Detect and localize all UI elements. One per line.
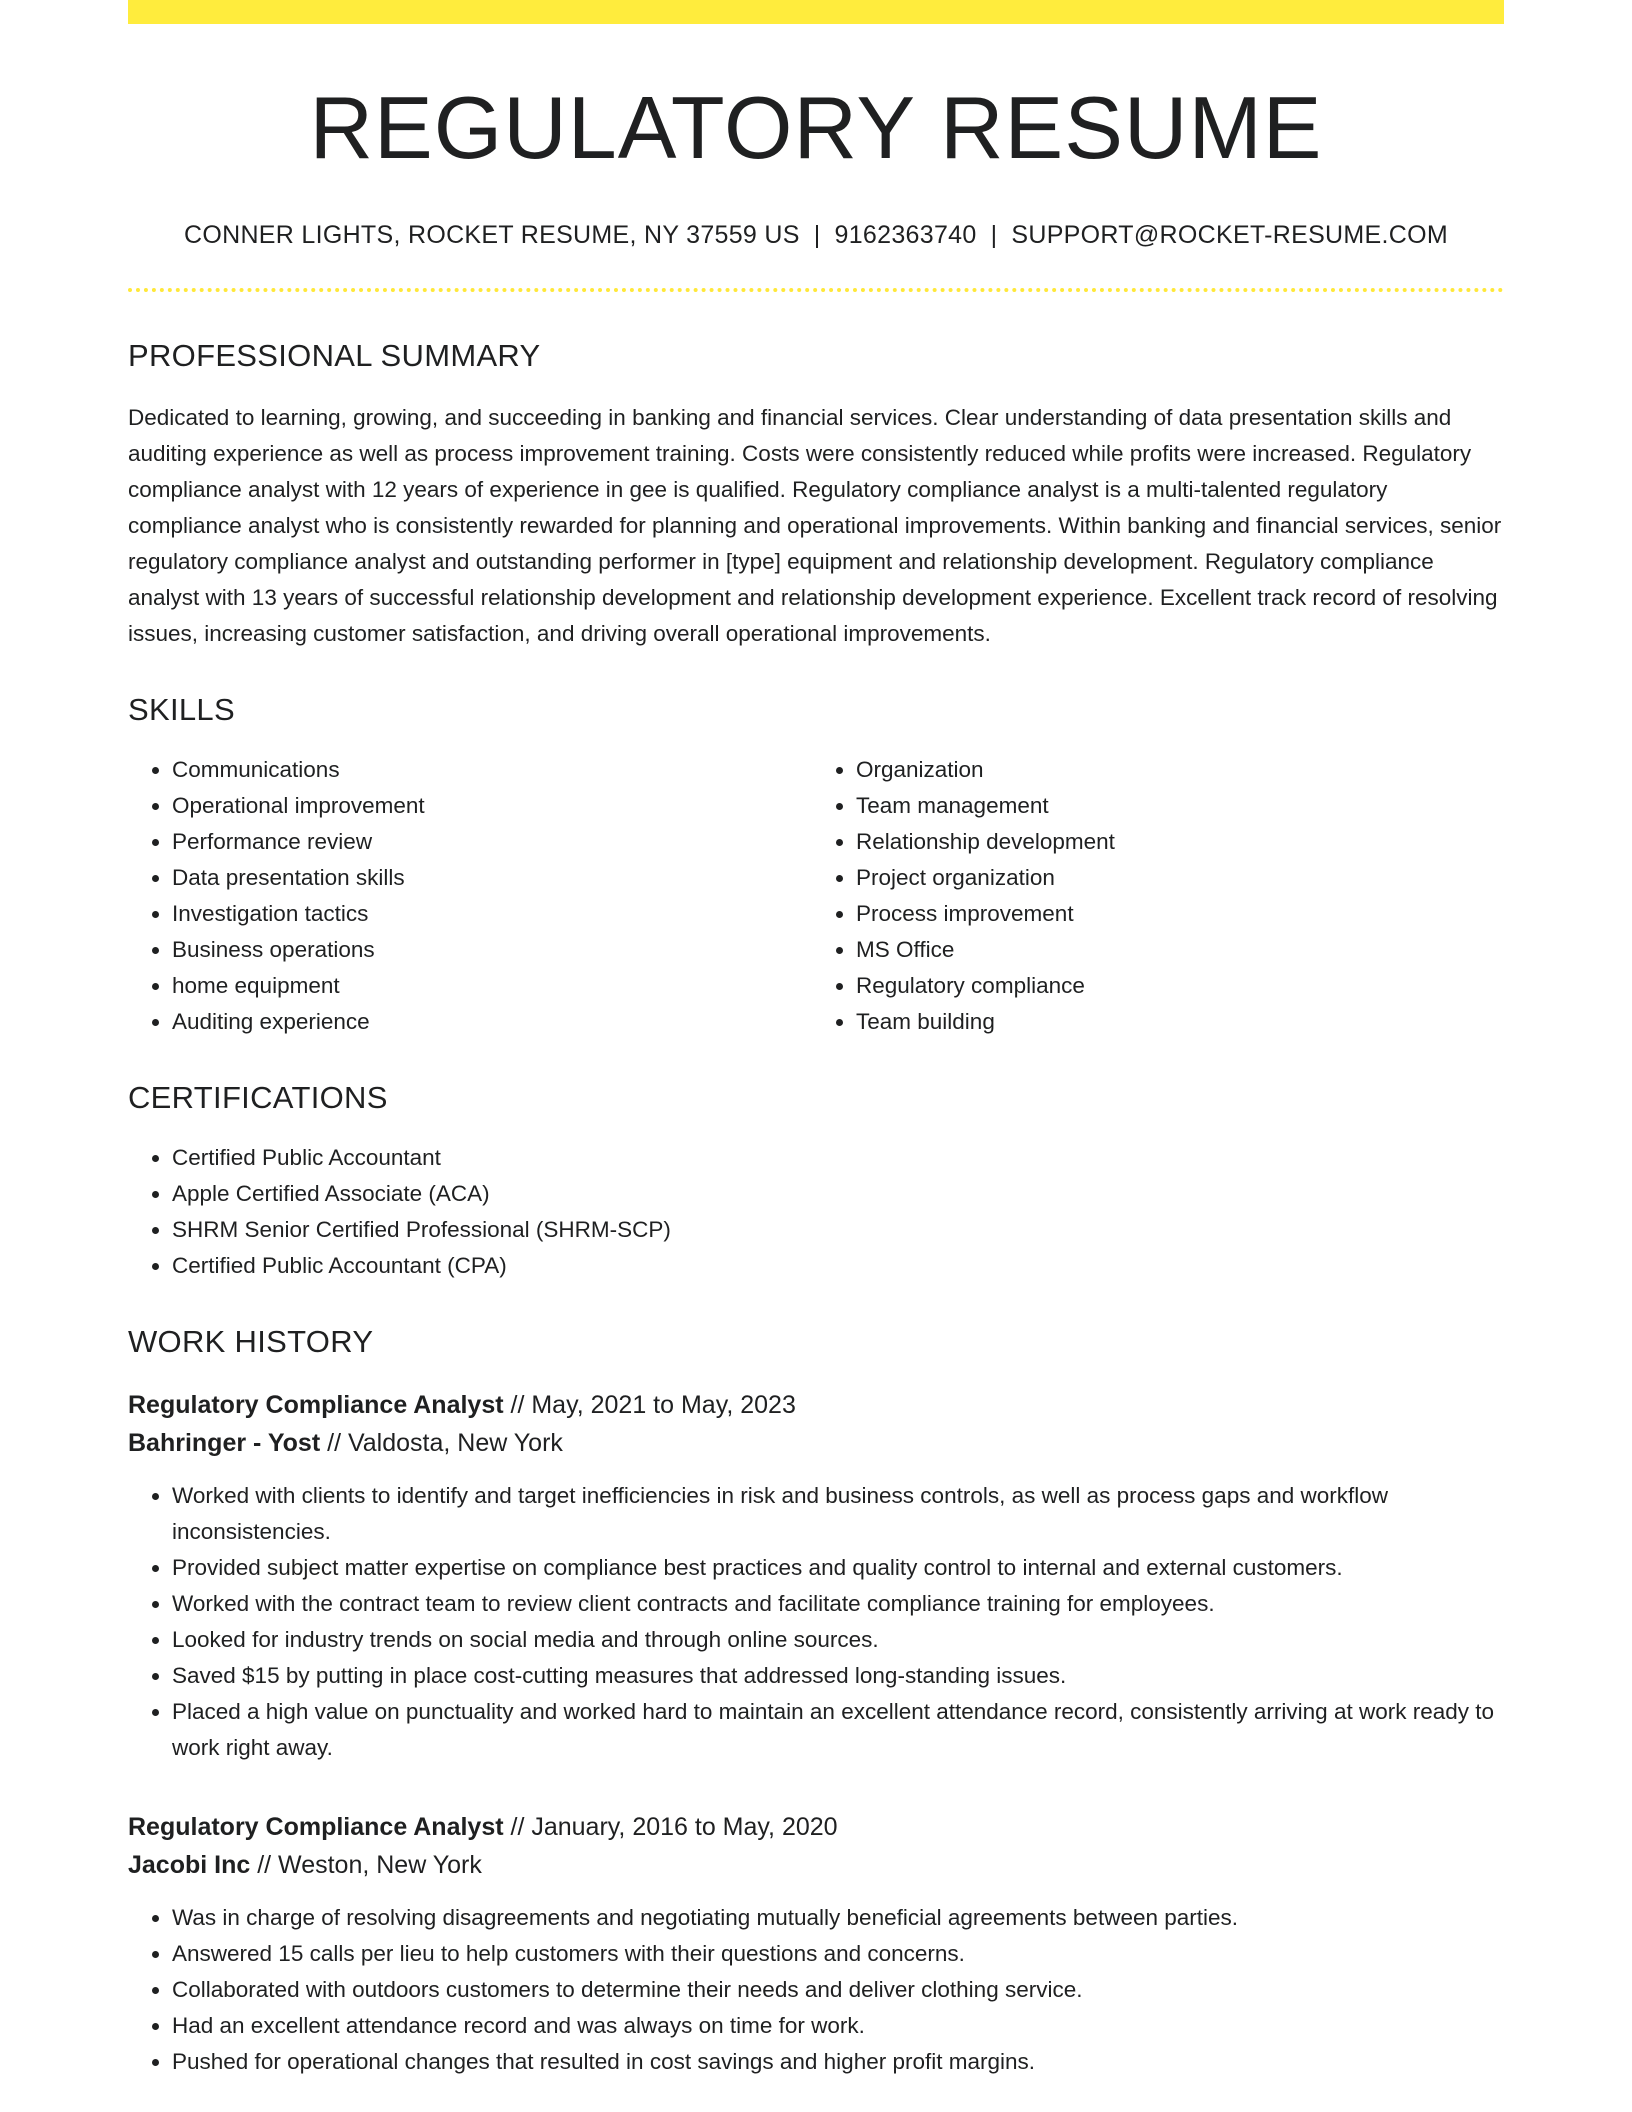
job-bullet: • Worked with clients to identify and target inefficiencies in risk and business controls, as well as process gaps and workflow inconsistencies. bbox=[172, 1478, 1504, 1550]
certification-item: • Apple Certified Associate (ACA) bbox=[172, 1176, 1504, 1212]
job-company-line bbox=[128, 1424, 1504, 1462]
job-bullet: • Placed a high value on punctuality and worked hard to maintain an excellent attendance record, consistently arriving at work ready to work right away. bbox=[172, 1694, 1504, 1766]
contact-separator: | bbox=[990, 220, 998, 249]
job-entry bbox=[128, 1386, 1504, 1766]
certification-item: • Certified Public Accountant bbox=[172, 1140, 1504, 1176]
skill-item: • Performance review bbox=[172, 824, 806, 860]
skills-heading: SKILLS bbox=[128, 691, 235, 727]
skill-item: • Business operations bbox=[172, 932, 806, 968]
certification-item: • SHRM Senior Certified Professional (SHRM-SCP) bbox=[172, 1212, 1504, 1248]
job-role: Regulatory Compliance Analyst bbox=[128, 1812, 504, 1841]
skill-item: • Team building bbox=[856, 1004, 1490, 1040]
dotted-divider bbox=[128, 288, 1504, 292]
job-bullets bbox=[128, 1900, 1504, 2080]
certifications-heading: CERTIFICATIONS bbox=[128, 1079, 388, 1115]
job-company: Jacobi Inc bbox=[128, 1850, 251, 1879]
skill-item: • Process improvement bbox=[856, 896, 1490, 932]
skill-item: • Data presentation skills bbox=[172, 860, 806, 896]
skills-column-left bbox=[128, 752, 806, 1040]
summary-heading: PROFESSIONAL SUMMARY bbox=[128, 337, 541, 373]
job-bullet: • Pushed for operational changes that resulted in cost savings and higher profit margins. bbox=[172, 2044, 1504, 2080]
job-bullet: • Was in charge of resolving disagreements and negotiating mutually beneficial agreements between parties. bbox=[172, 1900, 1504, 1936]
job-company: Bahringer - Yost bbox=[128, 1428, 321, 1457]
skill-item: • home equipment bbox=[172, 968, 806, 1004]
contact-line bbox=[128, 221, 1504, 250]
resume-name: REGULATORY RESUME bbox=[309, 78, 1323, 177]
job-location: // Weston, New York bbox=[250, 1850, 482, 1879]
skill-item: • Regulatory compliance bbox=[856, 968, 1490, 1004]
skill-item: • Team management bbox=[856, 788, 1490, 824]
job-company-line bbox=[128, 1846, 1504, 1884]
resume-page bbox=[128, 0, 1504, 2080]
skill-item: • Project organization bbox=[856, 860, 1490, 896]
job-entry bbox=[128, 1808, 1504, 2080]
contact-address: CONNER LIGHTS, ROCKET RESUME, NY 37559 US bbox=[184, 220, 800, 249]
contact-phone: 9162363740 bbox=[834, 220, 977, 249]
job-title-line bbox=[128, 1386, 1504, 1424]
job-bullet: • Had an excellent attendance record and was always on time for work. bbox=[172, 2008, 1504, 2044]
accent-bar bbox=[128, 0, 1504, 24]
skill-item: • Organization bbox=[856, 752, 1490, 788]
skills-list bbox=[128, 752, 1504, 1040]
job-bullet: • Collaborated with outdoors customers to determine their needs and deliver clothing service. bbox=[172, 1972, 1504, 2008]
skill-item: • Communications bbox=[172, 752, 806, 788]
skill-item: • MS Office bbox=[856, 932, 1490, 968]
contact-email: SUPPORT@ROCKET-RESUME.COM bbox=[1011, 220, 1448, 249]
job-bullet: • Looked for industry trends on social media and through online sources. bbox=[172, 1622, 1504, 1658]
job-dates: // May, 2021 to May, 2023 bbox=[503, 1390, 796, 1419]
job-bullet: • Provided subject matter expertise on compliance best practices and quality control to internal and external customers. bbox=[172, 1550, 1504, 1586]
job-bullet: • Worked with the contract team to review client contracts and facilitate compliance training for employees. bbox=[172, 1586, 1504, 1622]
skill-item: • Operational improvement bbox=[172, 788, 806, 824]
job-bullet: • Answered 15 calls per lieu to help customers with their questions and concerns. bbox=[172, 1936, 1504, 1972]
job-dates: // January, 2016 to May, 2020 bbox=[503, 1812, 838, 1841]
contact-separator: | bbox=[813, 220, 821, 249]
work-history-heading: WORK HISTORY bbox=[128, 1323, 374, 1359]
job-role: Regulatory Compliance Analyst bbox=[128, 1390, 504, 1419]
certifications-list bbox=[128, 1140, 1504, 1284]
job-location: // Valdosta, New York bbox=[320, 1428, 563, 1457]
skill-item: • Auditing experience bbox=[172, 1004, 806, 1040]
job-title-line bbox=[128, 1808, 1504, 1846]
summary-text: Dedicated to learning, growing, and succeeding in banking and financial services. Clear understanding of data presentation skills and auditing experience as well as process improvement training. Costs were consistently reduced while profits were increased. Regulatory compliance analyst with 12 years of experience in gee is qualified. Regulatory compliance analyst is a multi-talented regulatory compliance analyst who is consistently rewarded for planning and operational improvements. Within banking and financial services, senior regulatory compliance analyst and outstanding performer in [type] equipment and relationship development. Regulatory compliance analyst with 13 years of successful relationship development and relationship development experience. Excellent track record of resolving issues, increasing customer satisfaction, and driving overall operational improvements. bbox=[128, 404, 1502, 646]
skills-column-right bbox=[806, 752, 1490, 1040]
certification-item: • Certified Public Accountant (CPA) bbox=[172, 1248, 1504, 1284]
job-bullet: • Saved $15 by putting in place cost-cutting measures that addressed long-standing issues. bbox=[172, 1658, 1504, 1694]
job-bullets bbox=[128, 1478, 1504, 1766]
skill-item: • Relationship development bbox=[856, 824, 1490, 860]
skill-item: • Investigation tactics bbox=[172, 896, 806, 932]
